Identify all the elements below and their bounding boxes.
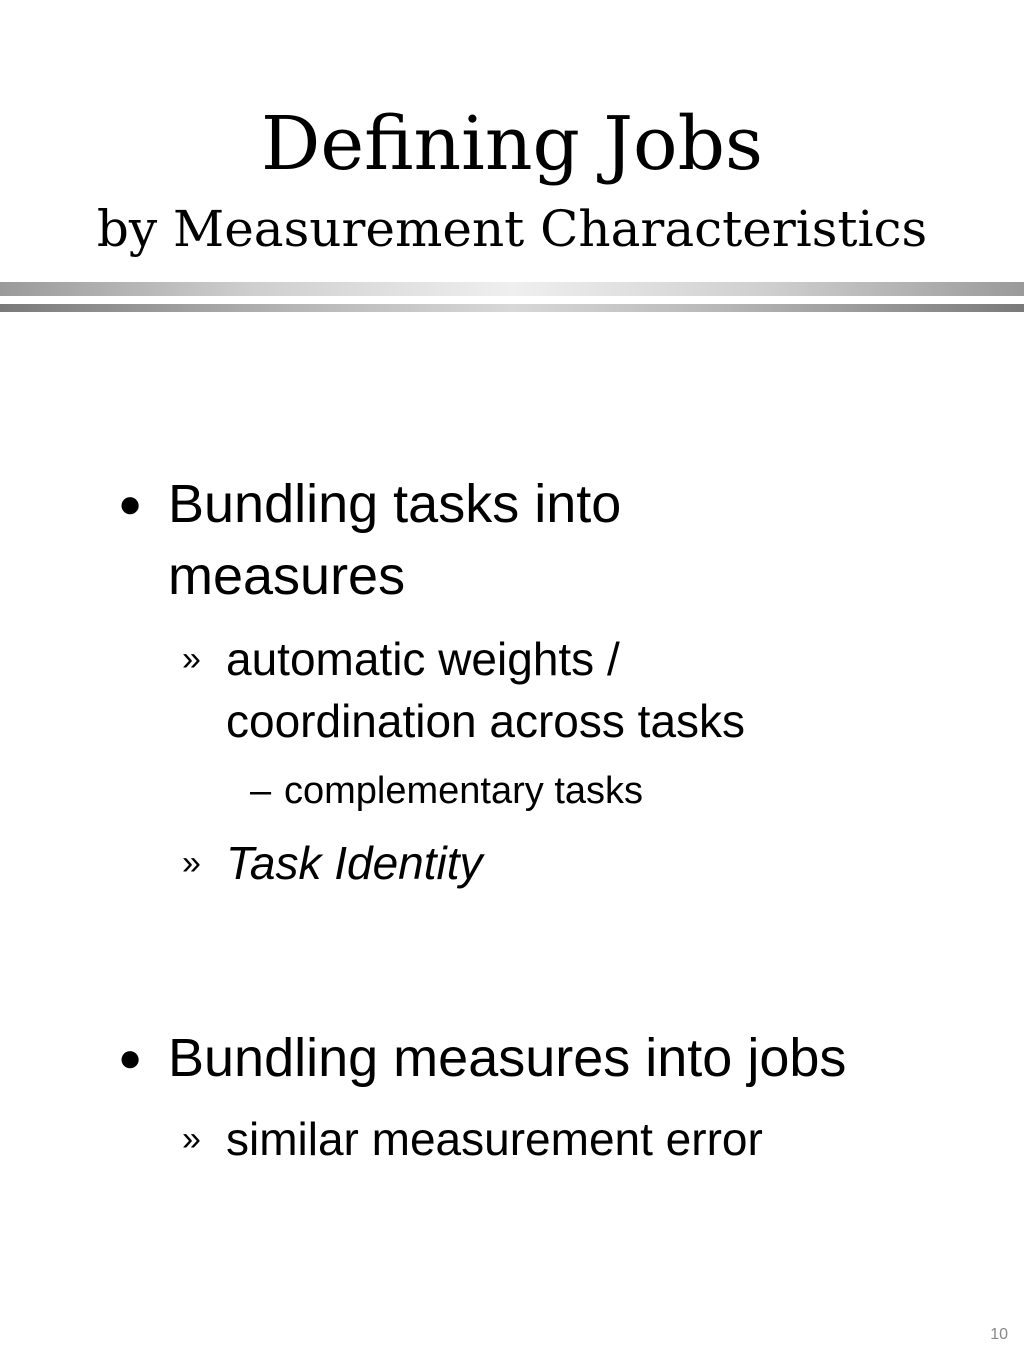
bullet-icon: ● xyxy=(118,1036,143,1080)
sub-bullet-text: Task Identity xyxy=(226,837,483,889)
bullet-item xyxy=(118,468,958,612)
sub-bullet-icon: » xyxy=(182,844,201,882)
bullet-item xyxy=(118,1022,958,1094)
sub-bullet-item xyxy=(182,832,942,894)
sub-bullet-icon: » xyxy=(182,640,201,678)
sub-sub-bullet-text: complementary tasks xyxy=(284,770,644,812)
sub-sub-bullet-icon: – xyxy=(250,770,272,812)
sub-sub-bullet-item xyxy=(250,766,950,816)
sub-bullet-item xyxy=(182,628,942,752)
title-divider-bottom xyxy=(0,304,1024,312)
sub-bullet-item xyxy=(182,1108,942,1170)
slide-subtitle: by Measurement Characteristics xyxy=(96,200,928,258)
sub-bullet-text: similar measurement error xyxy=(226,1113,763,1165)
slide-title: Defining Jobs xyxy=(261,101,763,187)
bullet-icon: ● xyxy=(118,482,143,526)
sub-bullet-icon: » xyxy=(182,1120,201,1158)
title-divider-top xyxy=(0,282,1024,296)
page-number: 10 xyxy=(990,1326,1008,1343)
sub-bullet-text: automatic weights / coordination across tasks xyxy=(226,633,746,747)
bullet-text: Bundling measures into jobs xyxy=(168,1028,847,1088)
bullet-text: Bundling tasks into measures xyxy=(168,474,622,606)
